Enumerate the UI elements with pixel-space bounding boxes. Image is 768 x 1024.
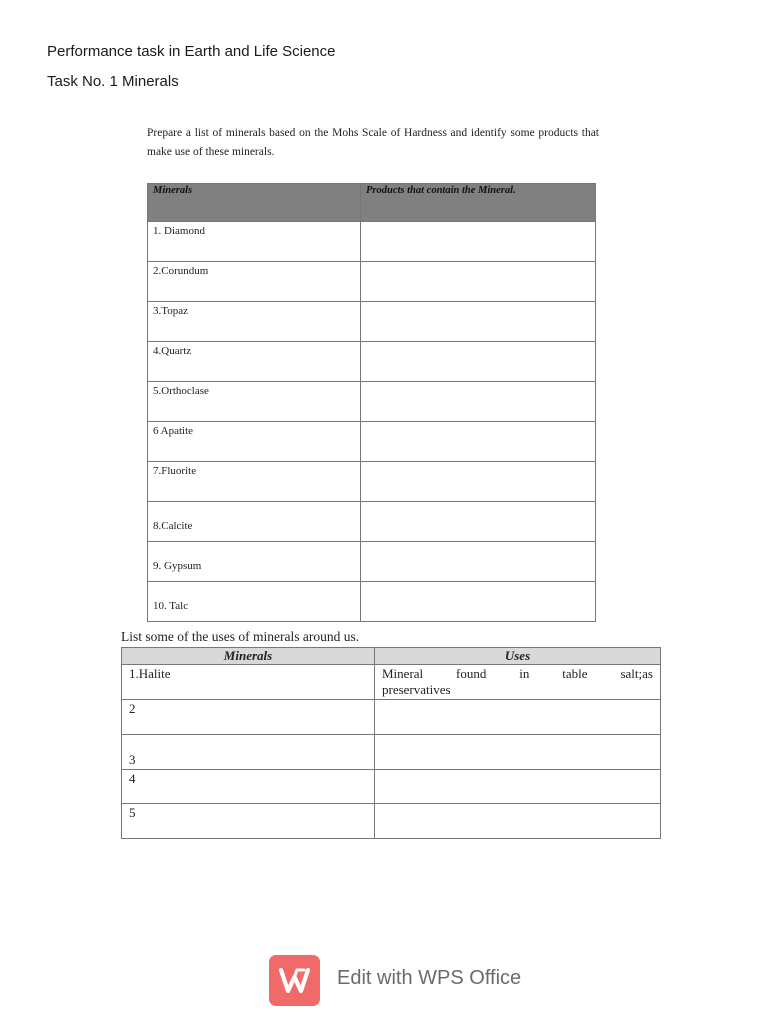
- uses-word: found: [456, 666, 487, 681]
- uses-cell: [375, 700, 661, 735]
- mineral-cell: 9. Gypsum: [148, 542, 361, 582]
- instructions-text: Prepare a list of minerals based on the Mohs Scale of Hardness and identify some products that make use of these minerals.: [147, 127, 599, 158]
- uses-word: table: [562, 666, 588, 681]
- products-cell: [361, 262, 596, 302]
- uses-word: in: [519, 666, 530, 681]
- mineral-cell: 4.Quartz: [148, 342, 361, 382]
- table-row: [122, 735, 661, 770]
- mineral-cell: 6 Apatite: [148, 422, 361, 462]
- uses-text-line: [382, 666, 653, 682]
- mineral-cell: 3.Topaz: [148, 302, 361, 342]
- document-title: Performance task in Earth and Life Science: [47, 43, 336, 60]
- table-header-row: [122, 648, 661, 665]
- table-row: [122, 665, 661, 700]
- table-row: [148, 262, 596, 302]
- table-row: [148, 582, 596, 622]
- column-header-uses: Uses: [375, 648, 661, 665]
- edit-with-wps-link[interactable]: Edit with WPS Office: [337, 967, 522, 989]
- hardness-table: [147, 183, 596, 622]
- table-header-row: [148, 184, 596, 222]
- column-header-minerals: Minerals: [122, 648, 375, 665]
- mineral-cell: 8.Calcite: [148, 502, 361, 542]
- table-row: [122, 804, 661, 839]
- table-row: [148, 342, 596, 382]
- mineral-cell: 5.Orthoclase: [148, 382, 361, 422]
- products-cell: [361, 222, 596, 262]
- column-header-products: Products that contain the Mineral.: [361, 184, 596, 222]
- table-row: [122, 770, 661, 804]
- uses-word: salt;as: [620, 666, 653, 681]
- uses-cell: [375, 804, 661, 839]
- mineral-cell: 10. Talc: [148, 582, 361, 622]
- products-cell: [361, 302, 596, 342]
- products-cell: [361, 342, 596, 382]
- mineral-cell: 3: [122, 735, 375, 770]
- products-cell: [361, 582, 596, 622]
- mineral-cell: 5: [122, 804, 375, 839]
- mineral-cell: 1.Halite: [122, 665, 375, 700]
- products-cell: [361, 462, 596, 502]
- products-cell: [361, 542, 596, 582]
- column-header-minerals: Minerals: [148, 184, 361, 222]
- wps-office-logo-icon[interactable]: [269, 955, 320, 1006]
- uses-word: Mineral: [382, 666, 424, 681]
- table-row: [148, 502, 596, 542]
- mineral-cell: 1. Diamond: [148, 222, 361, 262]
- table-row: [148, 222, 596, 262]
- products-cell: [361, 502, 596, 542]
- mineral-cell: 2.Corundum: [148, 262, 361, 302]
- uses-cell: [375, 770, 661, 804]
- products-cell: [361, 422, 596, 462]
- table-row: [148, 302, 596, 342]
- table-row: [148, 462, 596, 502]
- uses-cell: [375, 665, 661, 700]
- table-row: [122, 700, 661, 735]
- mineral-cell: 2: [122, 700, 375, 735]
- uses-table: [121, 647, 661, 839]
- uses-section-title: List some of the uses of minerals around us.: [121, 629, 360, 644]
- table-row: [148, 382, 596, 422]
- table-row: [148, 542, 596, 582]
- wps-logo-glyph: [269, 955, 320, 1006]
- mineral-cell: 4: [122, 770, 375, 804]
- uses-text-line: preservatives: [382, 682, 451, 697]
- products-cell: [361, 382, 596, 422]
- task-title: Task No. 1 Minerals: [47, 73, 179, 90]
- table-row: [148, 422, 596, 462]
- uses-cell: [375, 735, 661, 770]
- mineral-cell: 7.Fluorite: [148, 462, 361, 502]
